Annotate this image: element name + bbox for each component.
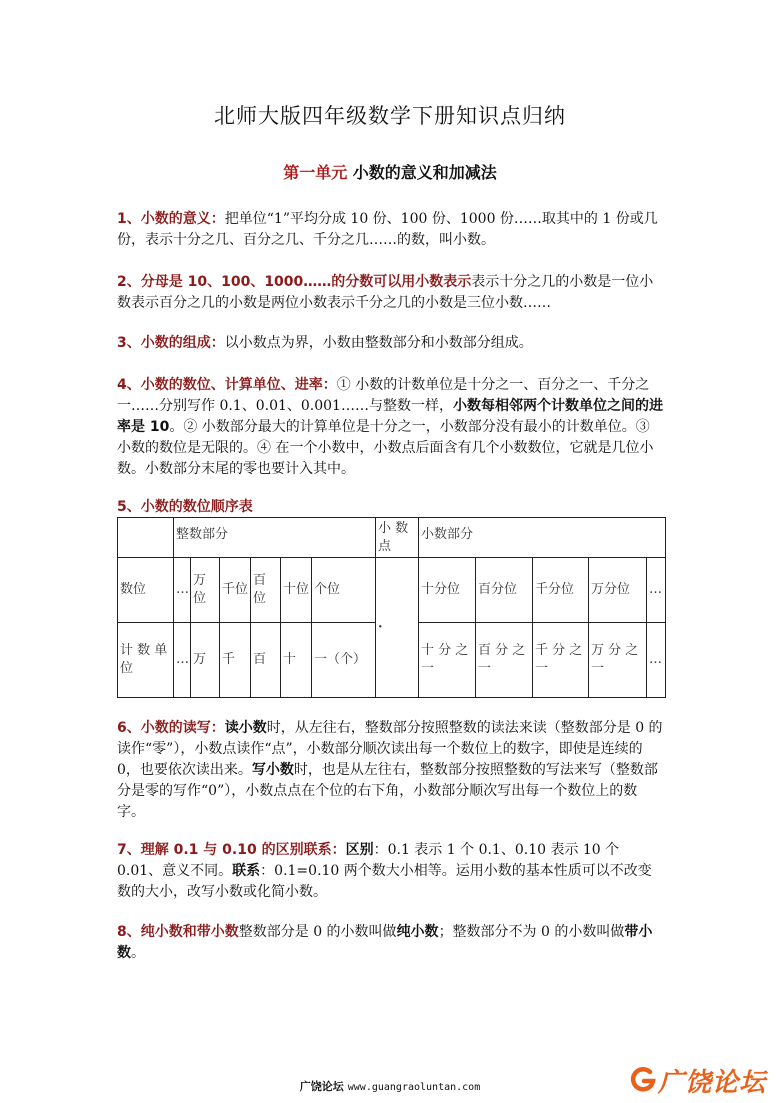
- section-6-text-b: 时，也是从左往右，整数部分按照整数的写法来写（整数部分是零的写作“0”），小数点点在个位的右下角，小数部分顺次写出每一个数位上的数字。: [117, 762, 658, 820]
- footer-url[interactable]: www.guangraoluntan.com: [347, 1082, 481, 1093]
- section-4-text-a: ① 小数的计数单位是十分之一、百分之一、千分之一……分别写作 0.1、0.01、0.001……与整数一样，: [117, 377, 650, 414]
- table-corner: [118, 518, 174, 558]
- section-5-heading: 5、小数的数位顺序表: [117, 499, 253, 515]
- table-cell: 十: [281, 623, 312, 698]
- unit-name: 小数的意义和加减法: [352, 163, 497, 182]
- table-cell: 千分位: [533, 558, 589, 623]
- section-8-bold-a: 纯小数: [396, 924, 439, 940]
- row-label-units: 计 数 单 位: [118, 623, 174, 698]
- table-cell: 千位: [220, 558, 251, 623]
- section-1-text: 把单位“1”平均分成 10 份、100 份、1000 份……取其中的 1 份或几份，表示十分之几、百分之几、千分之几……的数，叫小数。: [117, 211, 658, 248]
- section-6-bold-b: 写小数: [251, 762, 294, 778]
- section-2: [117, 272, 665, 314]
- section-8-text-b: ；整数部分不为 0 的小数叫做: [438, 924, 625, 940]
- table-cell: 万 分 之 一: [589, 623, 647, 698]
- section-7-bold-b: 联系: [232, 863, 261, 879]
- section-8-text-a: 整数部分是 0 的小数叫做: [238, 924, 397, 940]
- table-cell: 万位: [191, 558, 220, 623]
- decimal-point-header: 小 数 点: [376, 518, 419, 558]
- section-4-heading: 4、小数的数位、计算单位、进率：: [117, 377, 337, 393]
- section-4-text-b: 。② 小数部分最大的计算单位是十分之一，小数部分没有最小的计数单位。③ 小数的数位是无限的。④ 在一个小数中，小数点后面含有几个小数数位，它就是几位小数。小数部分末尾的零也要计入其中。: [117, 419, 654, 477]
- table-cell: 一（个）: [312, 623, 376, 698]
- decimal-point-cell: ·: [376, 558, 419, 698]
- table-cell: …: [647, 558, 666, 623]
- section-8: [117, 922, 665, 964]
- section-1-heading: 1、小数的意义：: [117, 211, 225, 227]
- section-6-heading: 6、小数的读写：: [117, 720, 225, 736]
- section-4-bold: 小数每相邻两个计数单位之间的进率是 10: [117, 398, 663, 435]
- table-cell: 百分位: [476, 558, 533, 623]
- section-8-bold-b: 带小数: [117, 924, 653, 961]
- table-cell: 十位: [281, 558, 312, 623]
- section-3-text: 以小数点为界，小数由整数部分和小数部分组成。: [224, 335, 533, 351]
- table-cell: 百位: [251, 558, 281, 623]
- section-2-heading: 2、分母是 10、100、1000……的分数可以用小数表示: [117, 274, 472, 290]
- table-cell: 十分位: [419, 558, 476, 623]
- section-4: [117, 375, 665, 480]
- section-3: [117, 333, 665, 354]
- section-7-text-b: ：0.1=0.10 两个数大小相等。运用小数的基本性质可以不改变数的大小，改写小数或化简小数。: [117, 863, 652, 900]
- table-cell: …: [174, 558, 191, 623]
- table-cell: 百: [251, 623, 281, 698]
- section-6-text-a: 时，从左往右，整数部分按照整数的读法来读（整数部分是 0 的读作“零”），小数点读作“点”，小数部分顺次读出每一个数位上的数字，即使是连续的 0，也要依次读出来。: [117, 720, 663, 778]
- page-title: 北师大版四年级数学下册知识点归纳: [214, 104, 566, 128]
- table-cell: …: [647, 623, 666, 698]
- integer-part-header: 整数部分: [174, 518, 376, 558]
- section-6: [117, 718, 665, 823]
- unit-label: 第一单元: [283, 163, 348, 182]
- place-value-table: [117, 517, 666, 698]
- section-2-text: 表示十分之几的小数是一位小数表示百分之几的小数是两位小数表示千分之几的小数是三位小数……: [117, 274, 654, 311]
- unit-heading: [0, 160, 780, 183]
- section-8-heading: 8、纯小数和带小数: [117, 924, 239, 940]
- row-label-places: 数位: [118, 558, 174, 623]
- table-cell: 万: [191, 623, 220, 698]
- section-1: [117, 209, 665, 251]
- table-cell: 个位: [312, 558, 376, 623]
- table-cell: 千: [220, 623, 251, 698]
- table-cell: 十 分 之 一: [419, 623, 476, 698]
- decimal-part-header: 小数部分: [419, 518, 666, 558]
- site-logo: [628, 1063, 766, 1097]
- footer-site-name: 广饶论坛: [299, 1080, 344, 1093]
- logo-g-icon: [628, 1065, 658, 1095]
- section-7-text-a: ：0.1 表示 1 个 0.1、0.10 表示 10 个 0.01、意义不同。: [117, 842, 620, 879]
- section-7-bold-a: 区别: [345, 842, 374, 858]
- section-7: [117, 840, 665, 903]
- table-cell: 千 分 之 一: [533, 623, 589, 698]
- section-3-heading: 3、小数的组成：: [117, 335, 225, 351]
- table-cell: 百 分 之 一: [476, 623, 533, 698]
- section-5: [117, 497, 665, 518]
- section-8-text-c: 。: [131, 945, 145, 961]
- section-6-bold-a: 读小数: [224, 720, 267, 736]
- table-cell: 万分位: [589, 558, 647, 623]
- logo-text: 广饶论坛: [657, 1067, 766, 1098]
- section-7-heading: 7、理解 0.1 与 0.10 的区别联系：: [117, 842, 346, 858]
- table-cell: …: [174, 623, 191, 698]
